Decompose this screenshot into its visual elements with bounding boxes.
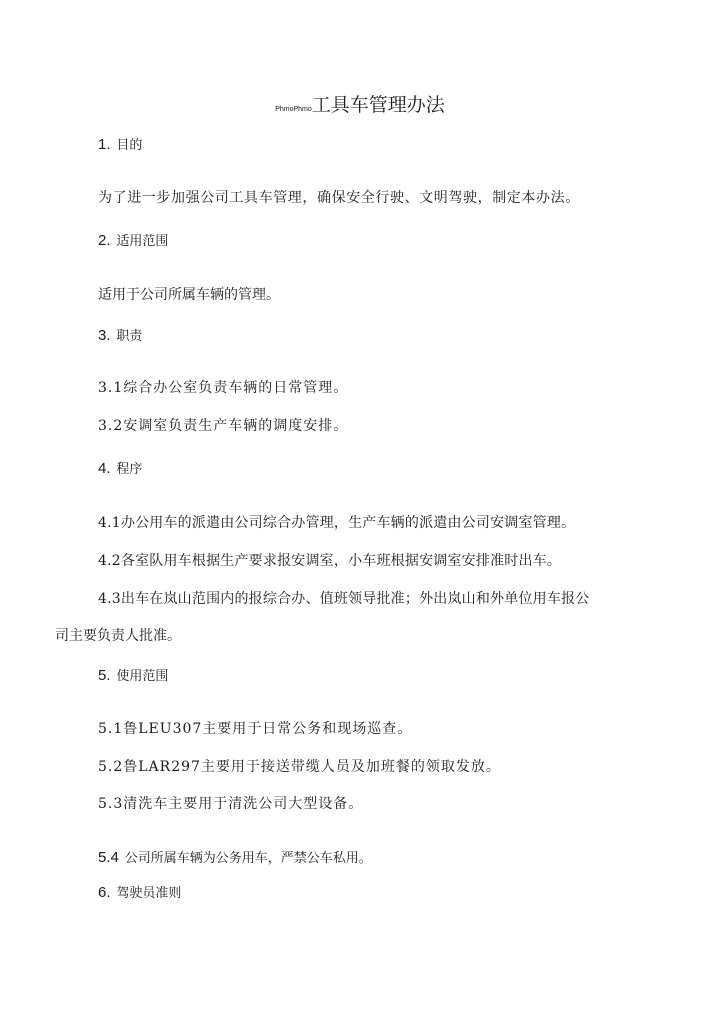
paragraph-purpose: 为了进一步加强公司工具车管理，确保安全行驶、文明驾驶，制定本办法。 — [98, 190, 580, 206]
section-heading-1 — [98, 134, 142, 156]
paragraph-4-3: 4.3出车在岚山范围内的报综合办、值班领导批准；外出岚山和外单位用车报公 — [98, 591, 590, 607]
section-heading-3 — [98, 325, 142, 347]
paragraph-4-2: 4.2各室队用车根据生产要求报安调室，小车班根据安调室安排准时出车。 — [98, 553, 562, 569]
section-number: 5. — [98, 667, 111, 684]
section-title: 驾驶员准则 — [116, 886, 182, 901]
section-heading-2 — [98, 230, 168, 252]
paragraph-5-3: 5.3清洗车主要用于清洗公司大型设备。 — [98, 796, 364, 812]
section-number: 3. — [98, 327, 111, 344]
section-number: 1. — [98, 136, 111, 153]
paragraph-3-1: 3.1综合办公室负责车辆的日常管理。 — [98, 380, 349, 396]
section-title: 使用范围 — [116, 669, 169, 684]
paragraph-4-3-continued: 司主要负责人批准。 — [55, 628, 181, 644]
section-title: 适用范围 — [116, 234, 169, 249]
section-title: 职责 — [116, 329, 143, 344]
section-number: 6. — [98, 884, 111, 901]
paragraph-4-1: 4.1办公用车的派遣由公司综合办管理，生产车辆的派遣由公司安调室管理。 — [98, 515, 576, 531]
section-title: 程序 — [116, 462, 143, 477]
section-number: 2. — [98, 232, 111, 249]
section-heading-5 — [98, 665, 168, 687]
title-prefix: PhmoPhmo — [275, 106, 312, 113]
document-title — [0, 90, 720, 117]
paragraph-scope: 适用于公司所属车辆的管理。 — [98, 287, 280, 303]
paragraph-5-2: 5.2鲁LAR297主要用于接送带缆人员及加班餐的领取发放。 — [98, 759, 501, 775]
section-title: 公司所属车辆为公务用车，严禁公车私用。 — [124, 851, 372, 866]
section-number: 5.4 — [98, 849, 119, 866]
title-text: 工具车管理办法 — [311, 94, 445, 116]
paragraph-3-2: 3.2安调室负责生产车辆的调度安排。 — [98, 418, 349, 434]
section-title: 目的 — [116, 138, 143, 153]
section-number: 4. — [98, 460, 111, 477]
section-heading-4 — [98, 458, 142, 480]
section-heading-5-4 — [98, 847, 372, 869]
paragraph-5-1: 5.1鲁LEU307主要用于日常公务和现场巡查。 — [98, 721, 413, 737]
section-heading-6 — [98, 882, 181, 904]
